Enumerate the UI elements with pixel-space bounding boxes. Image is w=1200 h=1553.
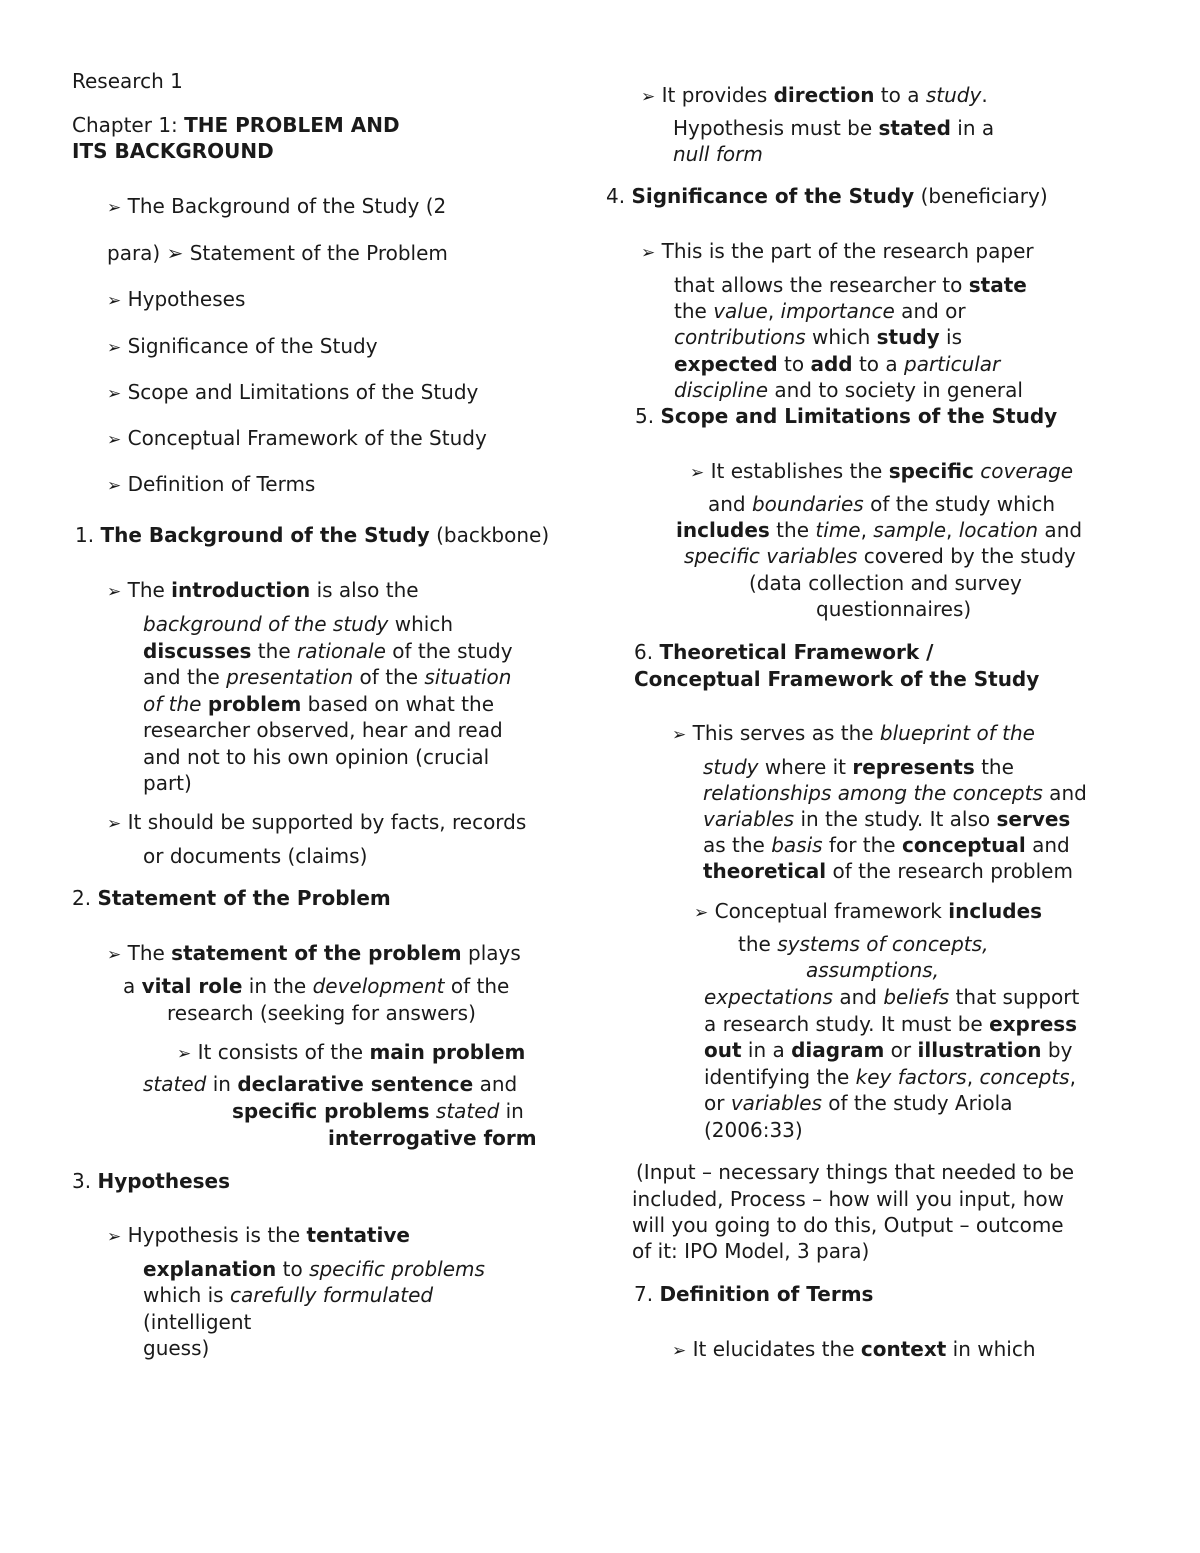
outline-item: para) ➢ Statement of the Problem [107,241,448,265]
text-line: of it: IPO Model, 3 para) [632,1239,870,1263]
text-line: includes the time, sample, location and [676,518,1083,542]
bullet-arrow-icon: ➢ [107,1227,122,1247]
bullet-line: ➢ It provides direction to a study. [641,83,988,107]
text-line: (Input – necessary things that needed to be [636,1160,1075,1184]
bullet-arrow-icon: ➢ [107,338,122,358]
text-line: and boundaries of the study which [708,492,1055,516]
section-heading: 7. Definition of Terms [634,1282,874,1306]
text-line: expected to add to a particular [674,352,1001,376]
chapter-heading: Chapter 1: THE PROBLEM AND [72,113,400,137]
text-line: discusses the rationale of the study [143,639,513,663]
text-line: guess) [143,1336,210,1360]
text-line: a vital role in the development of the [123,974,510,998]
text-line: or documents (claims) [143,844,368,868]
text-line: null form [673,142,763,166]
text-line: research (seeking for answers) [167,1001,476,1025]
text-line: the value, importance and or [674,299,966,323]
text-line: researcher observed, hear and read [143,718,503,742]
bullet-line: ➢ It consists of the main problem [177,1040,526,1064]
section-heading: 6. Theoretical Framework / [634,640,934,664]
bullet-line: ➢ Hypothesis is the tentative [107,1223,410,1247]
bullet-arrow-icon: ➢ [690,463,705,483]
bullet-arrow-icon: ➢ [107,814,122,834]
bullet-arrow-icon: ➢ [672,1341,687,1361]
text-line: study where it represents the [703,755,1014,779]
text-line: interrogative form [328,1126,537,1150]
text-line: that allows the researcher to state [674,273,1027,297]
text-line: background of the study which [143,612,453,636]
bullet-arrow-icon: ➢ [641,243,656,263]
bullet-arrow-icon: ➢ [107,430,122,450]
text-line: a research study. It must be express [704,1012,1078,1036]
section-heading: 4. Significance of the Study (beneficiary) [606,184,1048,208]
document-title: Research 1 [72,69,183,93]
text-line: identifying the key factors, concepts, [704,1065,1076,1089]
text-line: will you going to do this, Output – outcome [632,1213,1064,1237]
text-line: out in a diagram or illustration by [704,1038,1073,1062]
bullet-line: ➢ This serves as the blueprint of the [672,721,1035,745]
text-line: specific problems stated in [232,1099,524,1123]
text-line: explanation to specific problems [143,1257,485,1281]
outline-item: ➢ Significance of the Study [107,334,378,358]
section-heading: 2. Statement of the Problem [72,886,391,910]
text-line: (data collection and survey [749,571,1022,595]
bullet-line: ➢ It elucidates the context in which [672,1337,1036,1361]
text-line: the systems of concepts, [738,932,989,956]
text-line: (intelligent [143,1310,252,1334]
text-line: questionnaires) [816,597,972,621]
text-line: assumptions, [806,958,940,982]
bullet-arrow-icon: ➢ [694,903,709,923]
text-line: theoretical of the research problem [703,859,1073,883]
text-line: as the basis for the conceptual and [703,833,1070,857]
bullet-arrow-icon: ➢ [107,291,122,311]
text-line: specific variables covered by the study [684,544,1076,568]
text-line: and not to his own opinion (crucial [143,745,490,769]
section-heading: 1. The Background of the Study (backbone) [75,523,550,547]
section-heading-line2: Conceptual Framework of the Study [634,667,1040,691]
text-line: which is carefully formulated [143,1283,434,1307]
text-line: Hypothesis must be stated in a [673,116,995,140]
bullet-arrow-icon: ➢ [107,582,122,602]
bullet-line: ➢ The statement of the problem plays [107,941,521,965]
text-line: contributions which study is [674,325,963,349]
bullet-arrow-icon: ➢ [641,87,656,107]
text-line: and the presentation of the situation [143,665,512,689]
bullet-arrow-icon: ➢ [107,476,122,496]
bullet-arrow-icon: ➢ [107,945,122,965]
outline-item: ➢ Hypotheses [107,287,246,311]
outline-item: ➢ Definition of Terms [107,472,316,496]
bullet-arrow-icon: ➢ [107,198,122,218]
text-line: relationships among the concepts and [703,781,1087,805]
bullet-arrow-icon: ➢ [177,1044,192,1064]
text-line: part) [143,771,192,795]
text-line: included, Process – how will you input, how [632,1187,1065,1211]
bullet-line: ➢ Conceptual framework includes [694,899,1043,923]
outline-item: ➢ Scope and Limitations of the Study [107,380,479,404]
chapter-heading-line2: ITS BACKGROUND [72,139,274,163]
text-line: of the problem based on what the [143,692,494,716]
outline-item: ➢ The Background of the Study (2 [107,194,447,218]
bullet-line: ➢ This is the part of the research paper [641,239,1034,263]
text-line: (2006:33) [704,1118,803,1142]
text-line: or variables of the study Ariola [704,1091,1013,1115]
text-line: stated in declarative sentence and [143,1072,518,1096]
text-line: variables in the study. It also serves [703,807,1071,831]
bullet-line: ➢ It should be supported by facts, records [107,810,527,834]
section-heading: 5. Scope and Limitations of the Study [635,404,1058,428]
text-line: discipline and to society in general [674,378,1023,402]
bullet-line: ➢ It establishes the specific coverage [690,459,1074,483]
bullet-arrow-icon: ➢ [107,384,122,404]
bullet-arrow-icon: ➢ [672,725,687,745]
outline-item: ➢ Conceptual Framework of the Study [107,426,487,450]
text-line: expectations and beliefs that support [704,985,1080,1009]
bullet-line: ➢ The introduction is also the [107,578,419,602]
section-heading: 3. Hypotheses [72,1169,231,1193]
